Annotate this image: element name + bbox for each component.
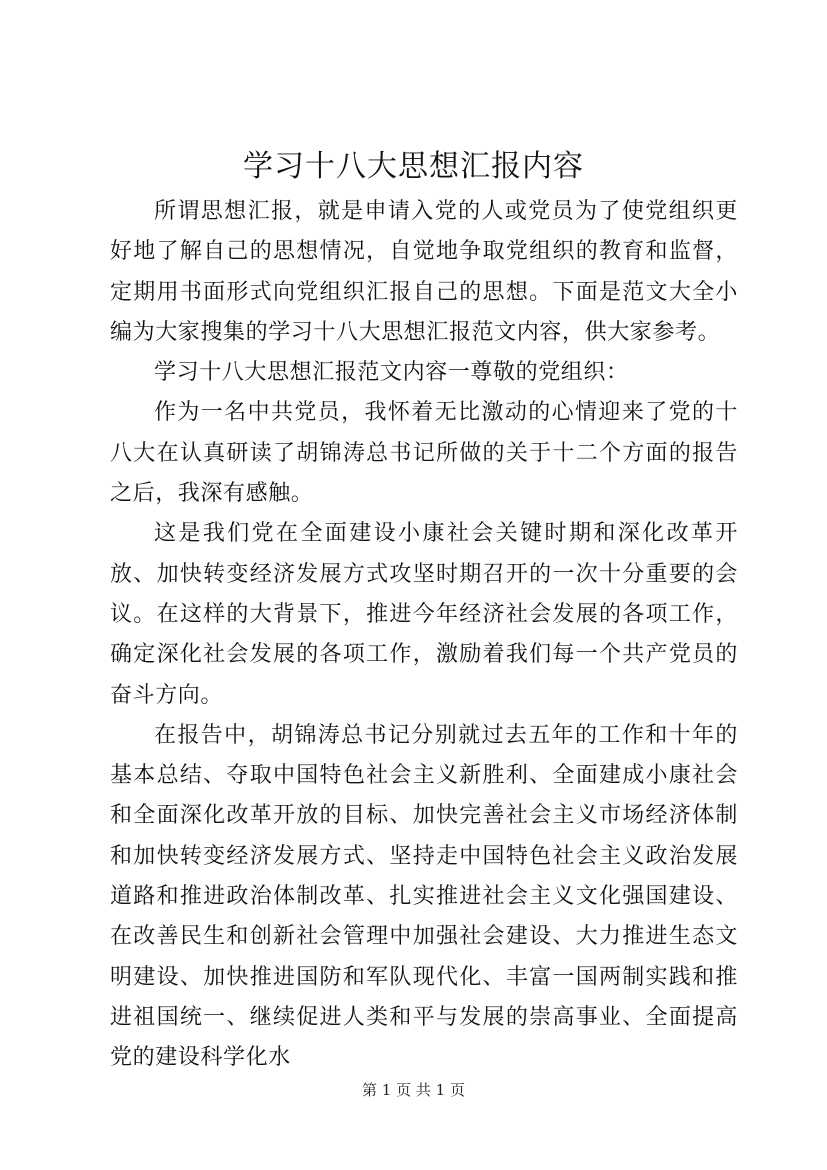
paragraph-salutation: 学习十八大思想汇报范文内容一尊敬的党组织： <box>154 360 629 386</box>
paragraph-intro: 所谓思想汇报，就是申请入党的人或党员为了使党组织更好地了解自己的思想情况，自觉地争取党组织的教育和监督，定期用书面形式向党组织汇报自己的思想。下面是范文大全小编为大家搜集的学习十八大思想汇报范文内容，供大家参考。 <box>110 199 738 345</box>
document-title: 学习十八大思想汇报内容 <box>243 149 584 184</box>
page-footer: 第 1 页 共 1 页 <box>362 1081 465 1099</box>
paragraph-significance: 这是我们党在全面建设小康社会关键时期和深化改革开放、加快转变经济发展方式攻坚时期召开的一次十分重要的会议。在这样的大背景下，推进今年经济社会发展的各项工作，确定深化社会发展的各项工作，激励着我们每一个共产党员的奋斗方向。 <box>110 521 738 708</box>
document-body <box>110 192 738 1079</box>
paragraph-opening: 作为一名中共党员，我怀着无比激动的心情迎来了党的十八大在认真研读了胡锦涛总书记所做的关于十二个方面的报告之后，我深有感触。 <box>110 400 738 507</box>
paragraph-report-summary: 在报告中，胡锦涛总书记分别就过去五年的工作和十年的基本总结、夺取中国特色社会主义新胜利、全面建成小康社会和全面深化改革开放的目标、加快完善社会主义市场经济体制和加快转变经济发展方式、坚持走中国特色社会主义政治发展道路和推进政治体制改革、扎实推进社会主义文化强国建设、在改善民生和创新社会管理中加强社会建设、大力推进生态文明建设、加快推进国防和军队现代化、丰富一国两制实践和推进祖国统一、继续促进人类和平与发展的崇高事业、全面提高党的建设科学化水 <box>110 722 738 1071</box>
